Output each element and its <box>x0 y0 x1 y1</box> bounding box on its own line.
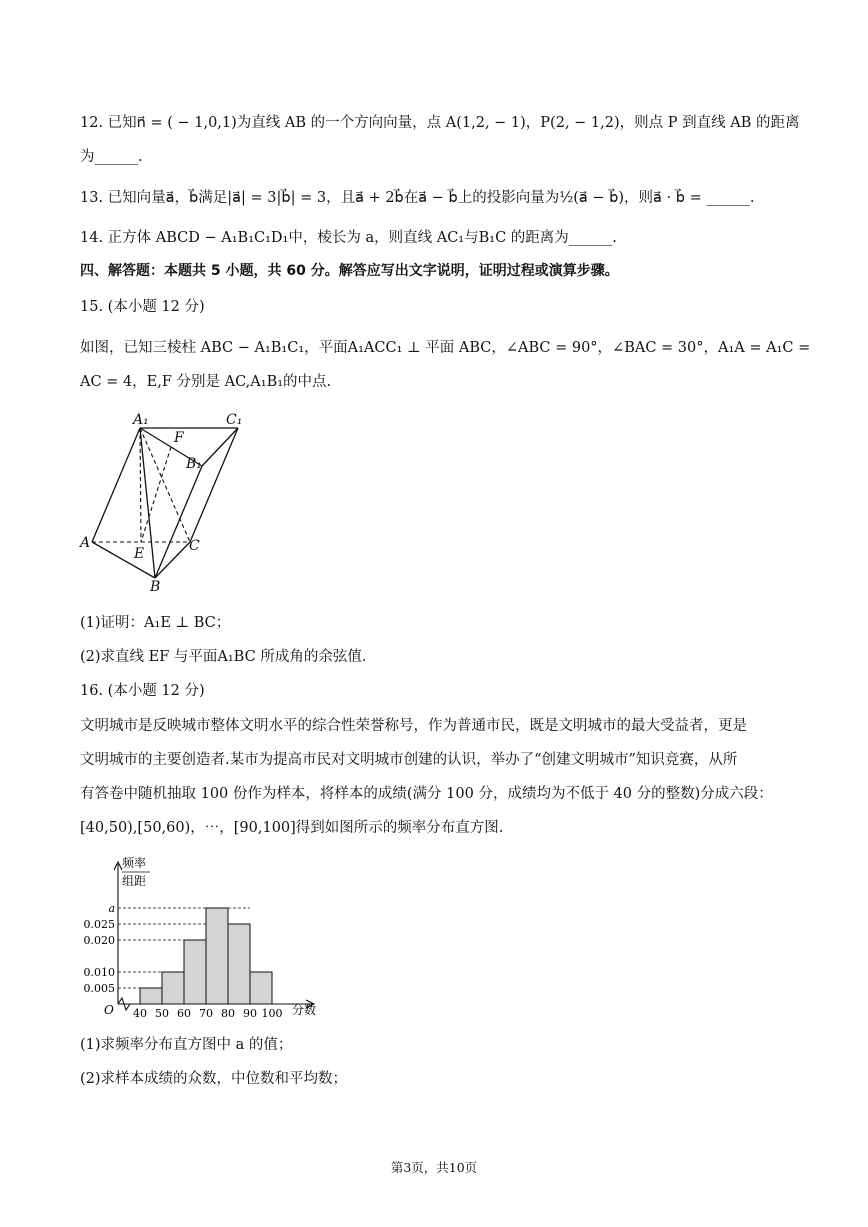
ylabel-top: 频率 <box>122 856 147 870</box>
q15-part2: (2)求直线 EF 与平面A₁BC 所成角的余弦值. <box>80 649 367 665</box>
x-tick-label: 90 <box>243 1007 257 1020</box>
x-tick-label: 60 <box>177 1007 191 1020</box>
label-C: C <box>189 538 200 554</box>
q15-line1: 如图，已知三棱柱 ABC − A₁B₁C₁，平面A₁ACC₁ ⊥ 平面 ABC，∠ABC = 90°，∠BAC = 30°，A₁A = A₁C = <box>80 340 811 356</box>
q13-text: 13. 已知向量a⃗，b⃗满足|a⃗| = 3|b⃗| = 3，且a⃗ + 2b⃗在a⃗ − b⃗上的投影向量为½(a⃗ − b⃗)，则a⃗ · b⃗ = ______. <box>80 190 755 206</box>
xlabel: 分数 <box>292 1003 317 1017</box>
label-E: E <box>134 546 145 562</box>
q12-line2: 为______. <box>80 149 143 165</box>
q16-line3: 有答卷中随机抽取 100 份作为样本，将样本的成绩(满分 100 分，成绩均为不低于 40 分的整数)分成六段： <box>80 786 773 802</box>
y-tick-label: 0.025 <box>83 918 115 931</box>
origin-label: O <box>104 1003 114 1017</box>
histogram-bar <box>184 940 206 1004</box>
y-tick-label: 0.010 <box>83 966 115 979</box>
page-footer: 第3页，共10页 <box>390 1160 478 1175</box>
q14-text: 14. 正方体 ABCD − A₁B₁C₁D₁中，棱长为 a，则直线 AC₁与B₁C 的距离为______. <box>80 230 617 246</box>
histogram-bar <box>162 972 184 1004</box>
q15-line2: AC = 4，E,F 分别是 AC,A₁B₁的中点. <box>80 374 332 390</box>
y-tick-label: a <box>108 902 115 915</box>
x-tick-label: 80 <box>221 1007 235 1020</box>
x-tick-label: 40 <box>133 1007 147 1020</box>
q16-part2: (2)求样本成绩的众数，中位数和平均数； <box>80 1071 348 1087</box>
histogram-bar <box>228 924 250 1004</box>
q16-line1: 文明城市是反映城市整体文明水平的综合性荣誉称号，作为普通市民，既是文明城市的最大受益者，更是 <box>80 718 747 734</box>
x-tick-label: 100 <box>261 1007 283 1020</box>
q16-line2: 文明城市的主要创造者.某市为提高市民对文明城市创建的认识，举办了“创建文明城市”知识竞赛，从所 <box>80 752 738 768</box>
y-tick-label: 0.020 <box>83 934 115 947</box>
label-B1: B₁ <box>186 456 202 472</box>
ylabel-bottom: 组距 <box>122 874 147 888</box>
x-tick-label: 50 <box>155 1007 169 1020</box>
prism-figure <box>78 408 258 593</box>
q16-part1: (1)求频率分布直方图中 a 的值； <box>80 1037 293 1053</box>
x-tick-label: 70 <box>199 1007 213 1020</box>
label-F: F <box>174 430 184 446</box>
y-tick-label: 0.005 <box>83 982 115 995</box>
label-B: B <box>150 579 161 593</box>
label-A: A <box>80 535 91 551</box>
q16-title: 16. (本小题 12 分) <box>80 683 205 699</box>
histogram-bar <box>140 988 162 1004</box>
q12-line1: 12. 已知n⃗ = ( − 1,0,1)为直线 AB 的一个方向向量，点 A(1,2, − 1)，P(2, − 1,2)，则点 P 到直线 AB 的距离 <box>80 115 800 131</box>
section4-heading: 四、解答题：本题共 5 小题，共 60 分。解答应写出文字说明，证明过程或演算步骤。 <box>80 263 619 279</box>
q15-part1: (1)证明：A₁E ⊥ BC； <box>80 615 231 631</box>
frequency-histogram <box>78 852 338 1022</box>
label-C1: C₁ <box>226 412 243 428</box>
label-A1: A₁ <box>133 412 149 428</box>
q16-line4: [40,50),[50,60)，⋯，[90,100]得到如图所示的频率分布直方图. <box>80 820 504 836</box>
histogram-bar <box>206 908 228 1004</box>
q15-title: 15. (本小题 12 分) <box>80 299 205 315</box>
histogram-bar <box>250 972 272 1004</box>
